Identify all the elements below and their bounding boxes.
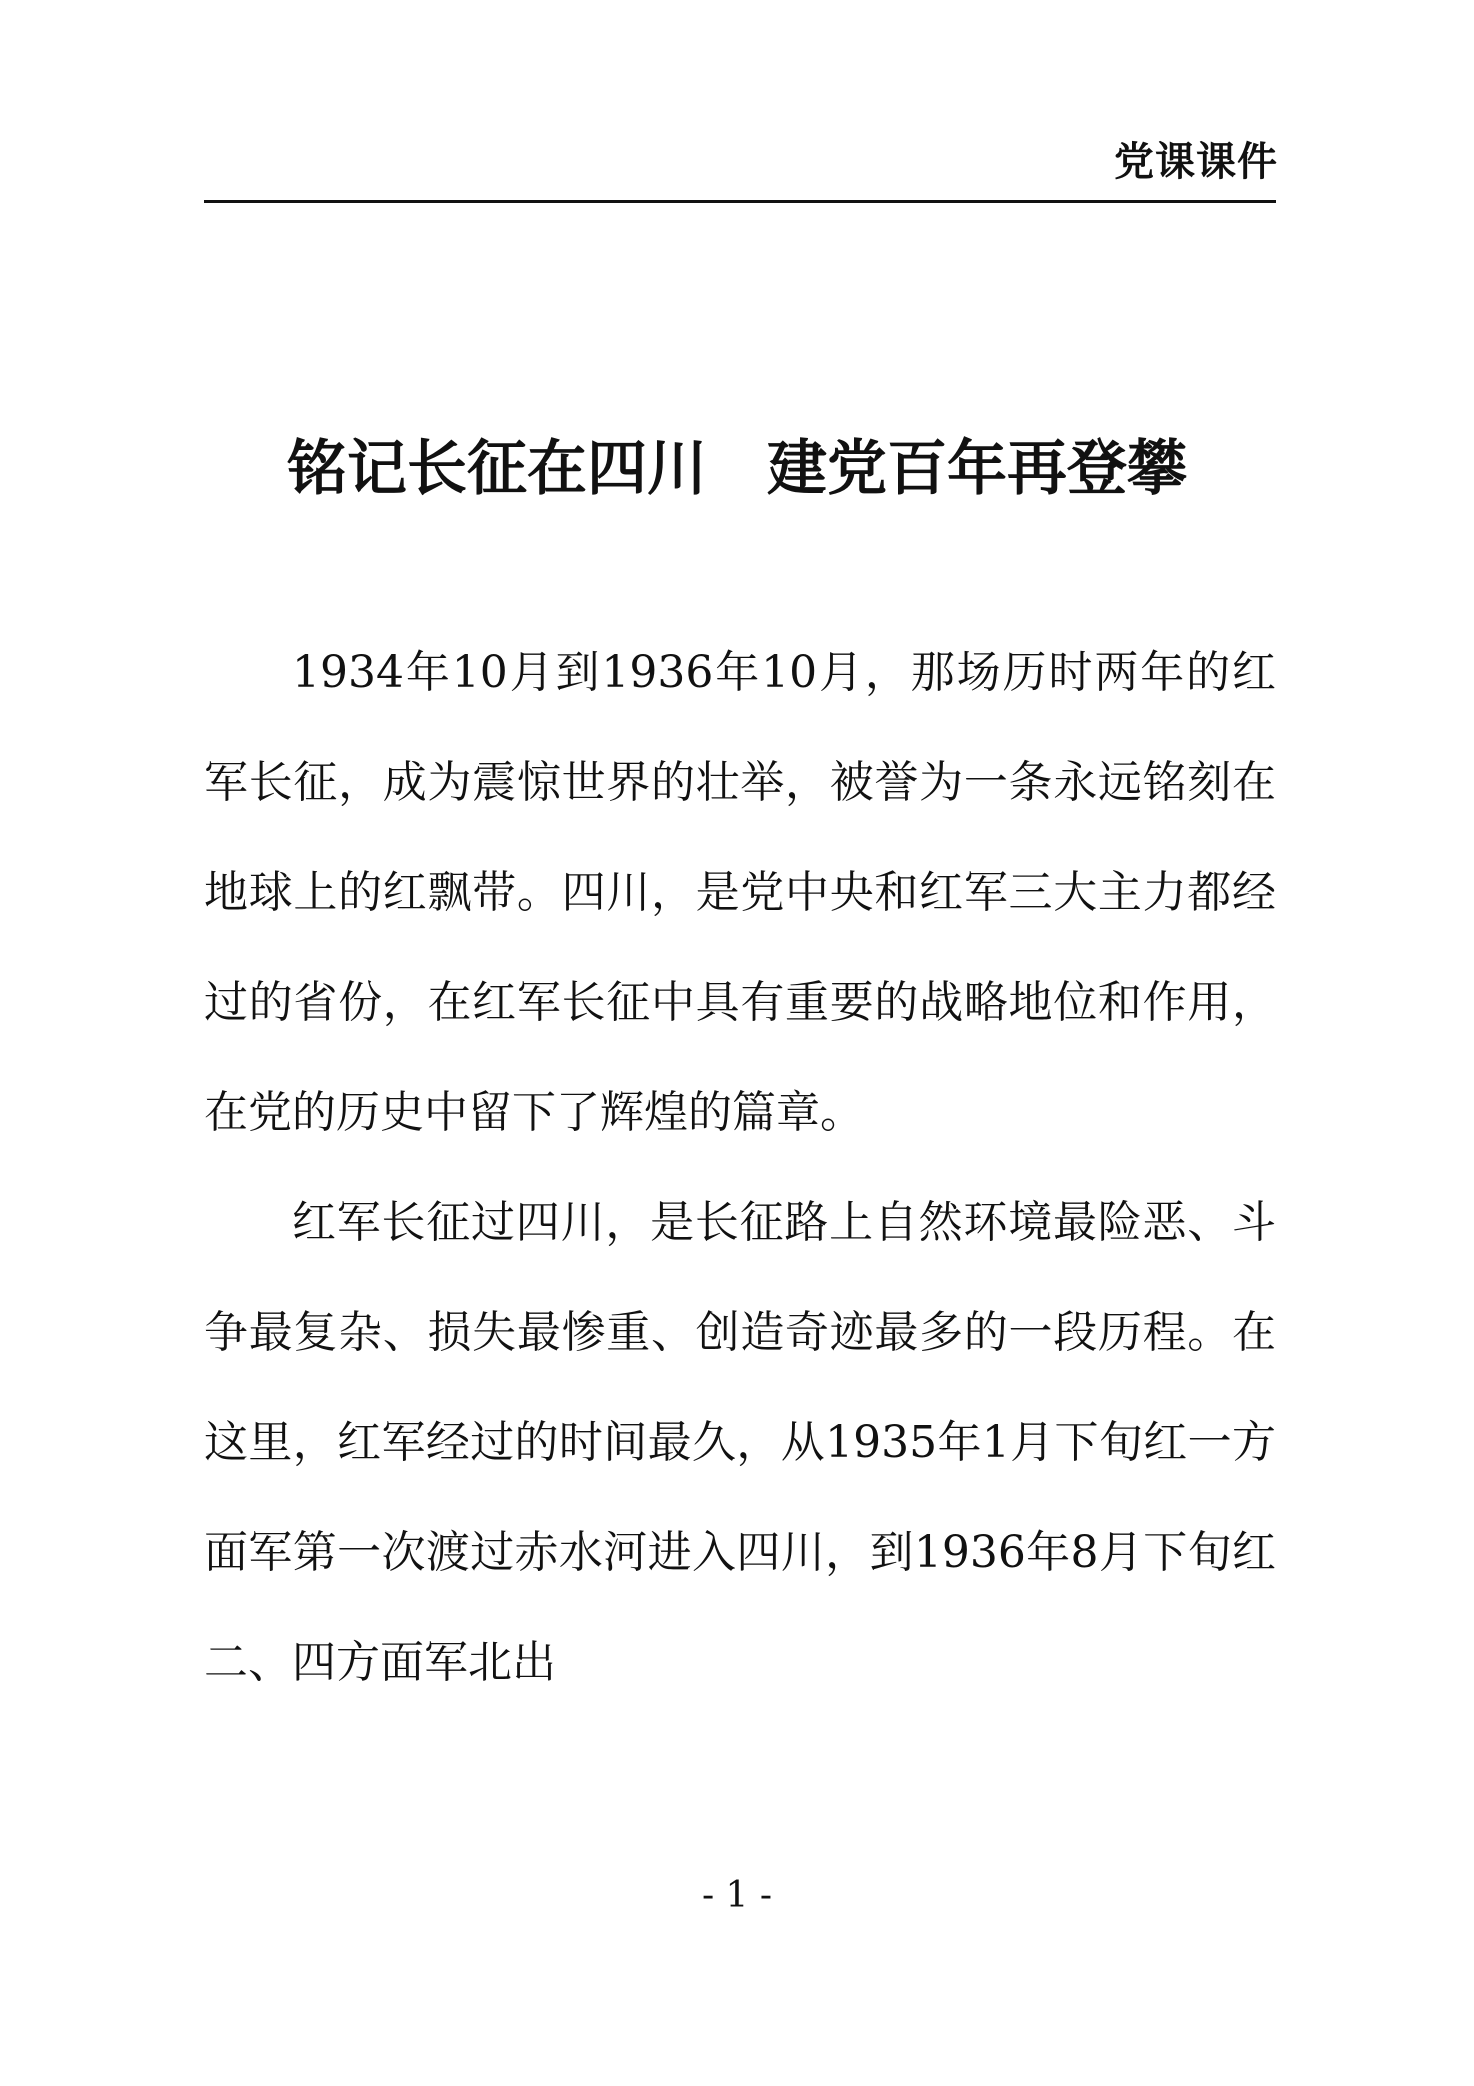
- paragraph-1: 1934年10月到1936年10月，那场历时两年的红军长征，成为震惊世界的壮举，被誉为一条永远铭刻在地球上的红飘带。四川，是党中央和红军三大主力都经过的省份，在红军长征中具有重要的战略地位和作用，在党的历史中留下了辉煌的篇章。: [204, 647, 1276, 1138]
- page-number: - 1 -: [701, 1875, 773, 1916]
- paragraph-2: 红军长征过四川，是长征路上自然环境最险恶、斗争最复杂、损失最惨重、创造奇迹最多的一段历程。在这里，红军经过的时间最久，从1935年1月下旬红一方面军第一次渡过赤水河进入四川，到1936年8月下旬红二、四方面军北出: [204, 1197, 1276, 1688]
- document-title: 铭记长征在四川 建党百年再登攀: [287, 434, 1187, 505]
- document-body: [204, 618, 1276, 1718]
- header-rule: [204, 200, 1276, 203]
- header-label: 党课课件: [1114, 139, 1278, 185]
